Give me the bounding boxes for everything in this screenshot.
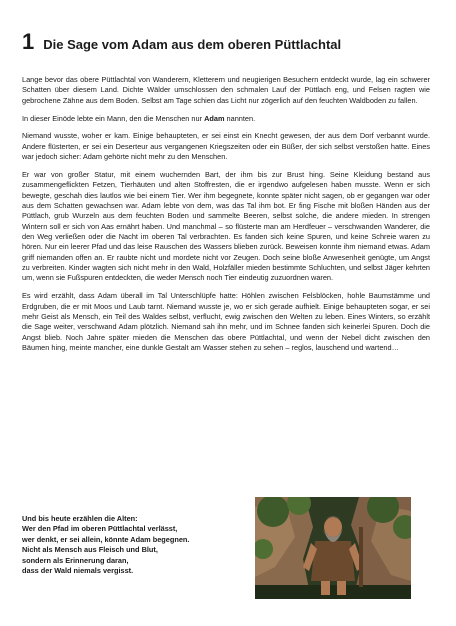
poem-line: sondern als Erinnerung daran,	[22, 555, 129, 565]
closing-poem	[22, 514, 189, 576]
adam-illustration	[255, 497, 411, 599]
closing-section	[22, 497, 430, 607]
name-emphasis: Adam	[204, 113, 225, 123]
poem-line: wer denkt, er sei allein, könnte Adam begegnen.	[22, 534, 190, 544]
paragraph-text: nannten.	[224, 113, 256, 123]
chapter-title: Die Sage vom Adam aus dem oberen Püttlachtal	[43, 37, 342, 52]
poem-line: dass der Wald niemals vergisst.	[22, 566, 134, 576]
paragraph-text: Er war von großer Statur, mit einem wuchernden Bart, der ihm bis zur Brust hing. Seine Kleidung bestand aus zusammengeflickten Fetzen, Tierhäuten und alten Stoffresten, die er irgendwo aufgelesen haben musste. Wenn er sich bewegte, geschah dies lautlos wie bei einem Tier. Wer ihm begegnete, konnte später nicht sagen, ob er gegangen war oder aus dem Schatten gewachsen war. Adam lebte von dem, was das Tal ihm bot. Er fing Fische mit bloßen Händen aus der Püttlach, grub Wurzeln aus dem feuchten Boden und sammelte Beeren, selbst solche, die andere mieden. In strengen Wintern soll er sich von Aas ernährt haben. Und manchmal – so flüsterte man am Herdfeuer – verschwanden Wanderer, die den Weg verließen oder die Nacht im oberen Tal verbrachten. Es fanden sich keine Spuren, und keine Schreie waren zu hören. Nur ein leerer Pfad und das leise Rauschen des Wassers blieben zurück. Beweisen konnte ihm niemand etwas. Adam griff niemanden offen an. Er raubte nicht und mordete nicht vor Zeugen. Doch seine bloße Anwesenheit genügte, um Angst zu verbreiten. Kinder wagten sich nicht mehr in den Wald, Holzfäller mieden bestimmte Schluchten, und selbst Jäger kehrten um, wenn sie Fußspuren entdeckten, die weder Mensch noch Tier eindeutig zuzuordnen waren.	[22, 169, 430, 283]
paragraph	[22, 170, 430, 284]
chapter-heading	[22, 30, 430, 57]
paragraph-text: Es wird erzählt, dass Adam überall im Tal Unterschlüpfe hatte: Höhlen zwischen Felsblöcken, hohle Baumstämme und Erdgruben, die er mit Moos und Laub tarnt. Niemand wusste je, wo er sich gerade aufhielt. Einige behaupteten sogar, er sei mehr Geist als Mensch, ein Teil des Waldes selbst, verflucht, ewig zwischen den Welten zu leben. Eines Winters, so erzählt die Sage weiter, verschwand Adam plötzlich. Niemand sah ihn mehr, und im Schnee fanden sich keinerlei Spuren. Doch die Angst blieb. Noch Jahre später mieden die Menschen das obere Püttlachtal, und wenn der Nebel dicht zwischen den Bäumen hing, meinte mancher, eine dunkle Gestalt am Wasser stehen zu sehen – reglos, lauschend und wartend…	[22, 291, 430, 352]
paragraph	[22, 291, 430, 353]
story-text	[22, 75, 430, 353]
paragraph-text: Lange bevor das obere Püttlachtal von Wanderern, Kletterern und neugierigen Besuchern entdeckt wurde, lag ein schwerer Schatten über diesem Land. Dichte Wälder umschlossen den schmalen Lauf der Püttlach eng, und Felsen ragten wie gebrochene Zähne aus dem Boden. Selbst am Tage schien das Licht nur zögerlich auf den feuchten Waldboden zu fallen.	[22, 75, 430, 105]
paragraph	[22, 114, 430, 124]
poem-line: Und bis heute erzählen die Alten:	[22, 514, 138, 523]
chapter-number: 1	[22, 29, 35, 54]
poem-line: Wer den Pfad im oberen Püttlachtal verlässt,	[22, 524, 178, 534]
paragraph-text: Niemand wusste, woher er kam. Einige behaupteten, er sei einst ein Knecht gewesen, der aus dem Dorf verbannt wurde. Andere flüsterten, er sei ein Deserteur aus vergangenen Kriegszeiten oder ein Büßer, der sich selbst verstoßen hatte. Eines war jedoch sicher: Adam gehörte nicht mehr zu den Menschen.	[22, 131, 430, 162]
paragraph	[22, 131, 430, 162]
poem-line: Nicht als Mensch aus Fleisch und Blut,	[22, 545, 158, 555]
paragraph	[22, 75, 430, 106]
paragraph-text: In dieser Einöde lebte ein Mann, den die Menschen nur	[22, 113, 205, 123]
